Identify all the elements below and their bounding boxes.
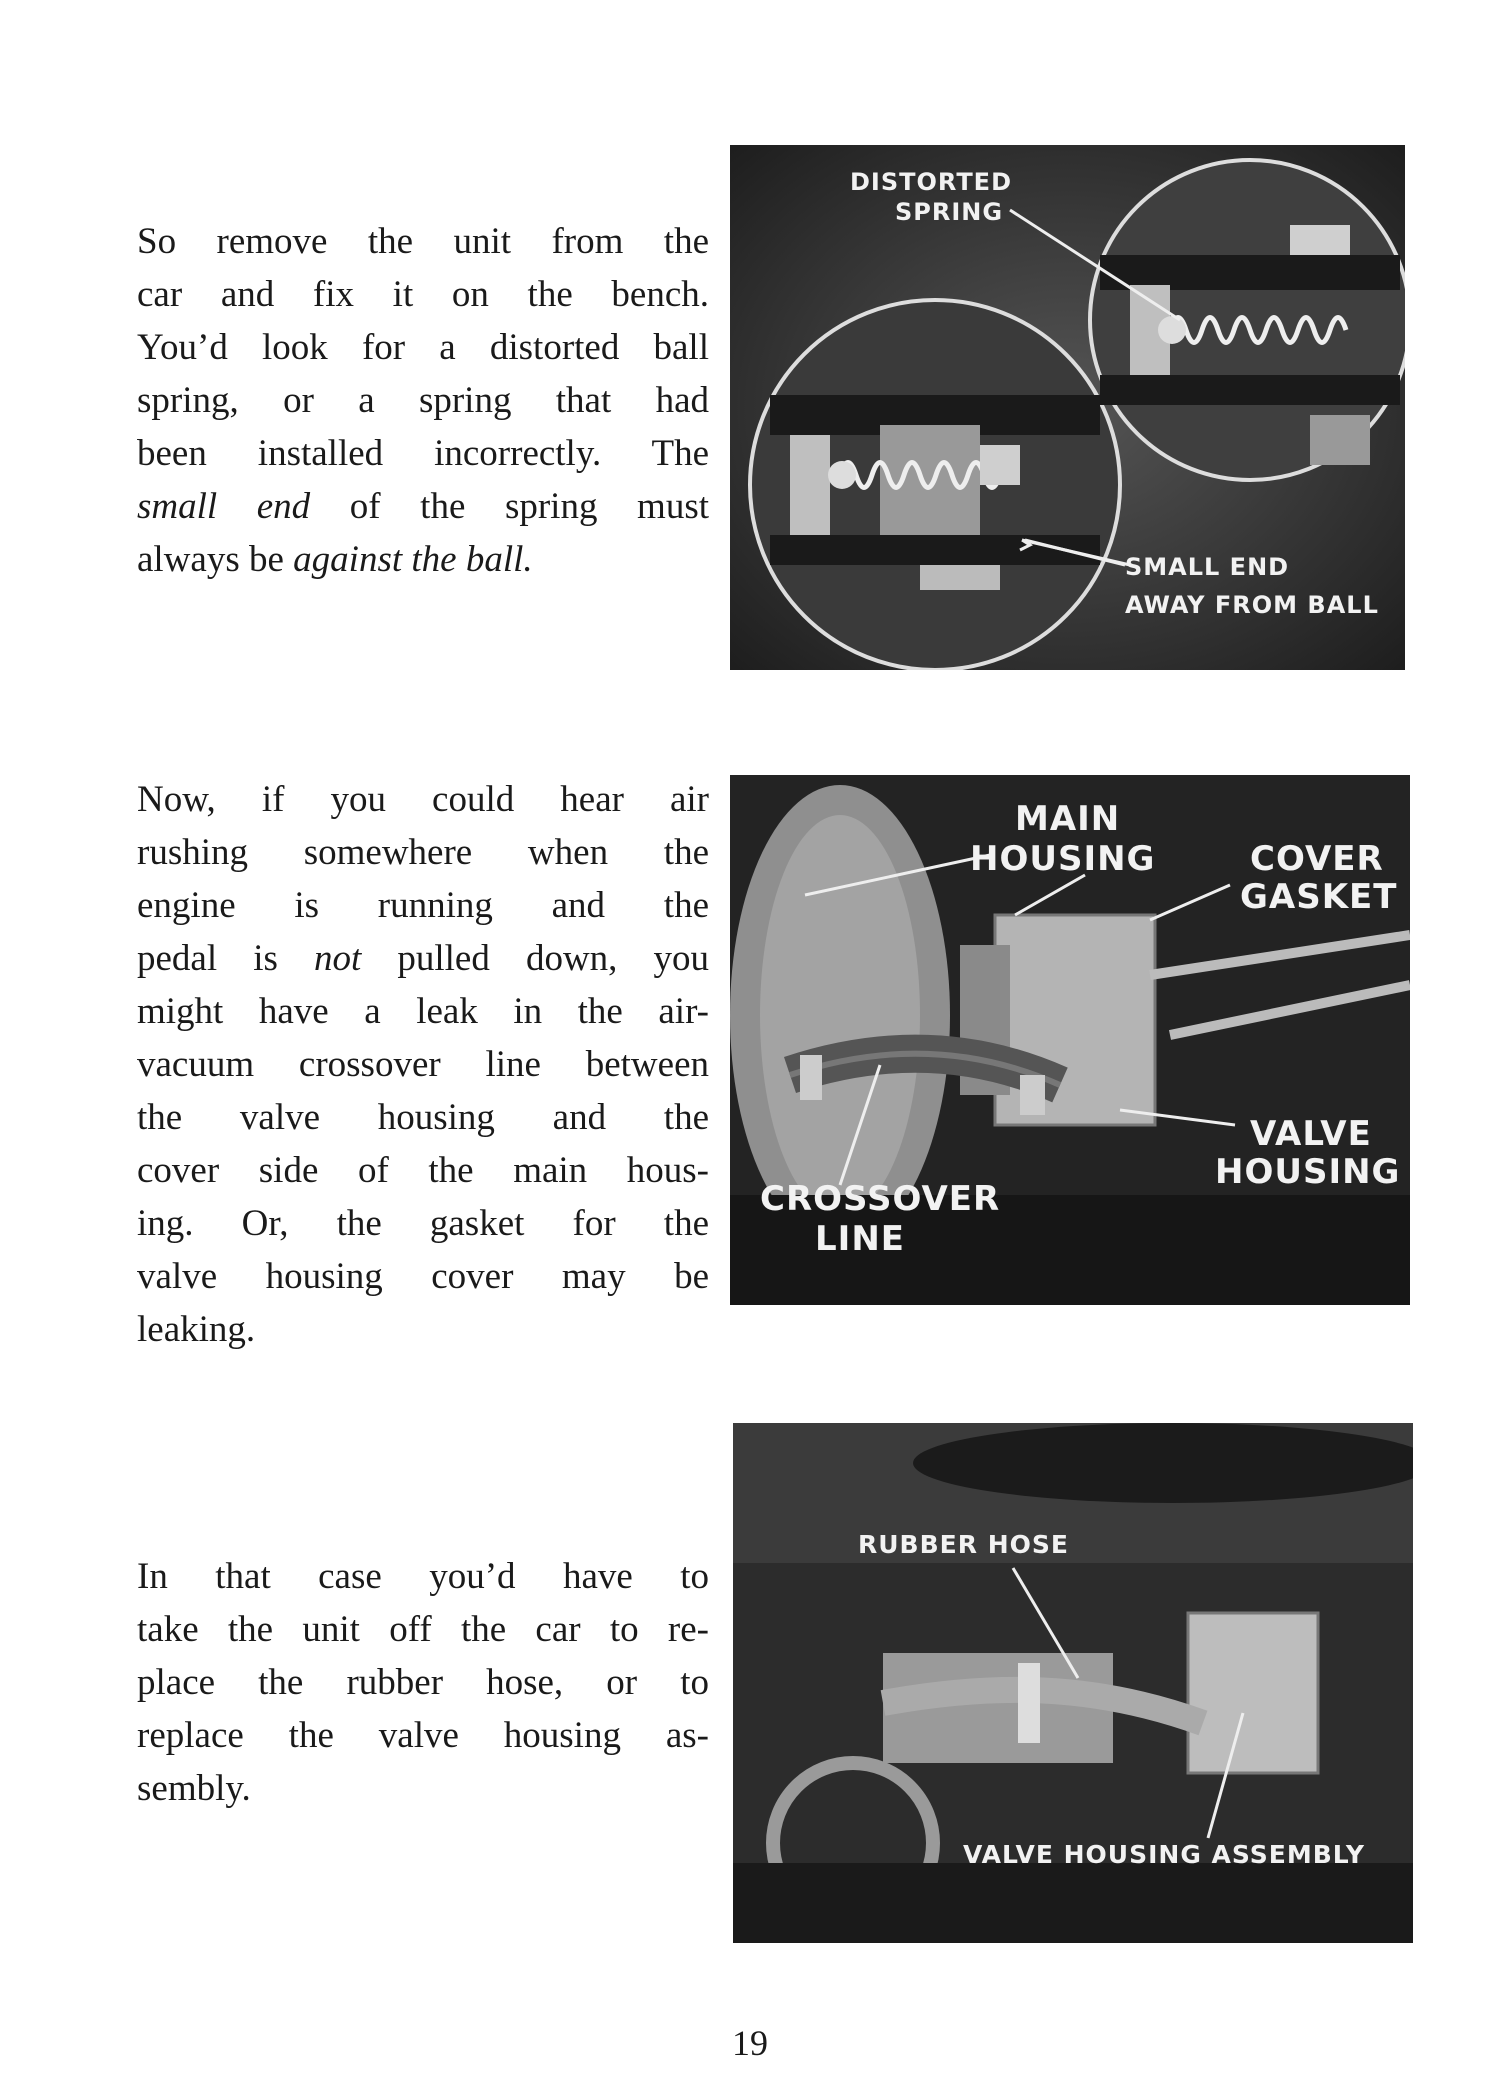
paragraph-replace-hose (137, 1550, 709, 1815)
text-line: might have a leak in the air- (137, 991, 709, 1032)
text-line: Now, if you could hear air (137, 779, 709, 820)
text-line: small end of the spring must (137, 486, 709, 527)
text-line: So remove the unit from the (137, 221, 709, 262)
text-line: take the unit off the car to re- (137, 1609, 709, 1650)
photo-distorted-spring (730, 145, 1405, 670)
text-line: engine is running and the (137, 885, 709, 926)
spring-detail-left (750, 300, 1120, 670)
text-line: pedal is not pulled down, you (137, 938, 710, 979)
label-away-from-ball: AWAY FROM BALL (1125, 591, 1379, 619)
label-line: LINE (815, 1219, 905, 1259)
text-line: valve housing cover may be (137, 1256, 709, 1297)
label-crossover: CROSSOVER (760, 1179, 1001, 1219)
emphasis-text: small end (137, 486, 311, 527)
paragraph-distorted-spring (137, 215, 709, 586)
label-housing: HOUSING (970, 839, 1156, 879)
photo-rubber-hose (733, 1423, 1413, 1943)
label-gasket: GASKET (1240, 877, 1398, 917)
text-line: sembly. (137, 1768, 251, 1809)
photo-main-housing (730, 775, 1410, 1305)
text-line: leaking. (137, 1309, 256, 1350)
label-distorted: DISTORTED (850, 168, 1012, 196)
spring-detail-right (1090, 160, 1405, 480)
text-line: vacuum crossover line between (137, 1044, 709, 1085)
text-line: In that case you’d have to (137, 1556, 709, 1597)
label-cover: COVER (1250, 839, 1384, 879)
label-valve-housing-assembly: VALVE HOUSING ASSEMBLY (963, 1840, 1365, 1869)
paragraph-air-leak (137, 773, 709, 1356)
label-valve: VALVE (1250, 1114, 1372, 1154)
text-line: cover side of the main hous- (137, 1150, 709, 1191)
page-number: 19 (732, 2023, 768, 2063)
emphasis-text: not (314, 938, 362, 979)
emphasis-text: against the ball. (293, 539, 533, 580)
label-valve-housing: HOUSING (1215, 1152, 1401, 1192)
text-line: replace the valve housing as- (137, 1715, 709, 1756)
label-small-end: SMALL END (1125, 553, 1290, 581)
text-line: been installed incorrectly. The (137, 433, 709, 474)
text-line: the valve housing and the (137, 1097, 709, 1138)
label-main: MAIN (1015, 799, 1121, 839)
text-line: You’d look for a distorted ball (137, 327, 709, 368)
text-line: always be against the ball. (137, 539, 533, 580)
text-line: spring, or a spring that had (137, 380, 709, 421)
text-line: ing. Or, the gasket for the (137, 1203, 709, 1244)
label-rubber-hose: RUBBER HOSE (858, 1530, 1069, 1559)
text-line: car and fix it on the bench. (137, 274, 709, 315)
text-line: rushing somewhere when the (137, 832, 709, 873)
text-line: place the rubber hose, or to (137, 1662, 709, 1703)
label-spring: SPRING (895, 198, 1004, 226)
